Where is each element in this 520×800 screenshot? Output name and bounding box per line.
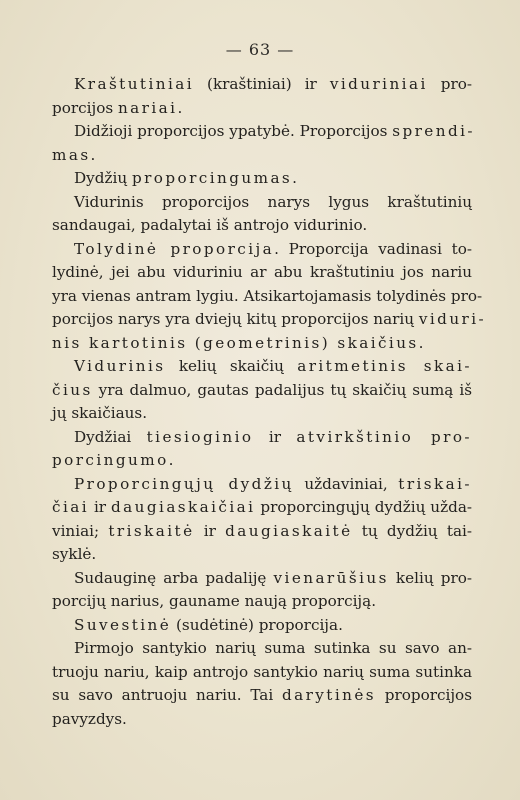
- text-run: Dydžių: [74, 169, 132, 187]
- text-run: proporcijos: [375, 686, 472, 704]
- spaced-term: čius: [52, 380, 93, 399]
- spaced-term: triskai-: [398, 474, 472, 493]
- spaced-term: viduriniai: [329, 75, 428, 93]
- text-run: Didžioji proporcijos ypatybė. Proporcijos: [74, 122, 393, 140]
- text-run: yra dalmuo, gautas padalijus tų skaičių sumą iš: [92, 380, 472, 399]
- spaced-term: proporcingumas: [131, 169, 293, 187]
- text-run: ir: [253, 427, 297, 446]
- text-line: [52, 426, 472, 450]
- text-run: pro-: [427, 75, 472, 93]
- text-line: [52, 496, 472, 520]
- text-run: truoju nariu, kaip antrojo santykio narių suma sutinka: [52, 662, 472, 681]
- text-line: [52, 144, 472, 168]
- text-run: sandaugai, padalytai iš antrojo vidurinio.: [52, 216, 368, 234]
- spaced-term: sprendi-: [392, 122, 475, 140]
- text-run: syklė.: [52, 545, 97, 563]
- text-run: .: [177, 98, 183, 117]
- text-line: [52, 590, 472, 614]
- text-line: [52, 449, 472, 473]
- text-line: [52, 73, 472, 97]
- text-line: [52, 120, 475, 144]
- text-line: [52, 191, 472, 215]
- text-line: [52, 402, 472, 426]
- text-line: [52, 543, 472, 567]
- spaced-term: nis kartotinis (geometrinis) skaičius: [52, 333, 419, 352]
- spaced-term: nariai: [117, 98, 178, 117]
- spaced-term: daugiaskaičiai: [111, 498, 256, 516]
- text-run: jų skaičiaus.: [52, 404, 148, 422]
- text-run: Dydžiai: [74, 427, 147, 446]
- text-line: [52, 661, 472, 685]
- text-run: porcijos: [52, 98, 118, 117]
- text-line: [52, 637, 472, 661]
- text-line: [52, 214, 472, 238]
- text-run: proporcingųjų dydžių užda-: [255, 498, 473, 516]
- text-run: porcijų narius, gauname naują proporciją.: [52, 592, 377, 610]
- text-run: .: [168, 451, 174, 469]
- spaced-term: aritmetinis skai-: [297, 357, 472, 375]
- text-run: Vidurinis proporcijos narys lygus kraštutinių: [74, 192, 472, 211]
- text-line: [52, 473, 472, 497]
- text-run: kelių pro-: [388, 568, 472, 587]
- text-line: [52, 379, 472, 403]
- text-line: [52, 520, 472, 544]
- text-run: su savo antruoju nariu. Tai: [52, 686, 282, 704]
- text-line: [52, 261, 472, 285]
- body-text: [52, 73, 487, 731]
- text-line: [52, 708, 472, 732]
- spaced-term: Vidurinis: [74, 357, 166, 375]
- spaced-term: tiesioginio: [146, 427, 254, 446]
- text-run: .: [418, 333, 424, 352]
- text-line: [52, 167, 472, 191]
- spaced-term: mas: [52, 145, 91, 164]
- spaced-term: Tolydinė proporcija: [74, 239, 275, 258]
- spaced-term: daugiaskaitė: [225, 521, 353, 540]
- spaced-term: porcingumo: [52, 451, 169, 469]
- text-run: viniai;: [52, 521, 109, 540]
- text-run: tų dydžių tai-: [352, 521, 472, 540]
- text-run: ir: [89, 498, 112, 516]
- text-line: [52, 614, 472, 638]
- text-line: [52, 308, 487, 332]
- text-run: porcijos narys yra dviejų kitų proporcijos narių: [52, 310, 419, 328]
- text-run: kelių skaičių: [165, 357, 298, 375]
- text-line: [52, 332, 472, 356]
- text-line: [52, 97, 472, 121]
- text-run: Pirmojo santykio narių suma sutinka su savo an-: [74, 639, 472, 657]
- spaced-term: viduri-: [418, 310, 487, 328]
- spaced-term: Suvestinė: [74, 615, 172, 634]
- text-line: [52, 355, 472, 379]
- text-line: [52, 684, 472, 708]
- spaced-term: vienarūšius: [273, 568, 389, 587]
- text-run: .: [292, 169, 297, 187]
- text-run: ir: [194, 521, 226, 540]
- spaced-term: atvirkštinio pro-: [296, 427, 472, 446]
- text-line: [52, 567, 472, 591]
- text-run: .: [90, 145, 96, 164]
- spaced-term: čiai: [52, 498, 90, 516]
- page-number: — 63 —: [225, 40, 295, 59]
- text-run: lydinė, jei abu viduriniu ar abu kraštutiniu jos nariu: [52, 263, 472, 281]
- spaced-term: triskaitė: [108, 521, 195, 540]
- spaced-term: darytinės: [281, 686, 376, 704]
- text-line: [52, 285, 483, 309]
- spaced-term: Proporcingųjų dydžių: [74, 474, 294, 493]
- text-line: [52, 238, 472, 262]
- text-run: uždaviniai,: [293, 474, 399, 493]
- text-run: (kraštiniai) ir: [194, 75, 330, 93]
- text-run: yra vienas antram lygiu. Atsikartojamasis tolydinės pro-: [52, 286, 483, 305]
- text-run: . Proporcija vadinasi to-: [274, 239, 472, 258]
- spaced-term: Kraštutiniai: [74, 75, 195, 93]
- text-run: pavyzdys.: [52, 709, 127, 728]
- text-run: (sudėtinė) proporcija.: [171, 615, 343, 634]
- text-run: Sudauginę arba padaliję: [74, 568, 274, 587]
